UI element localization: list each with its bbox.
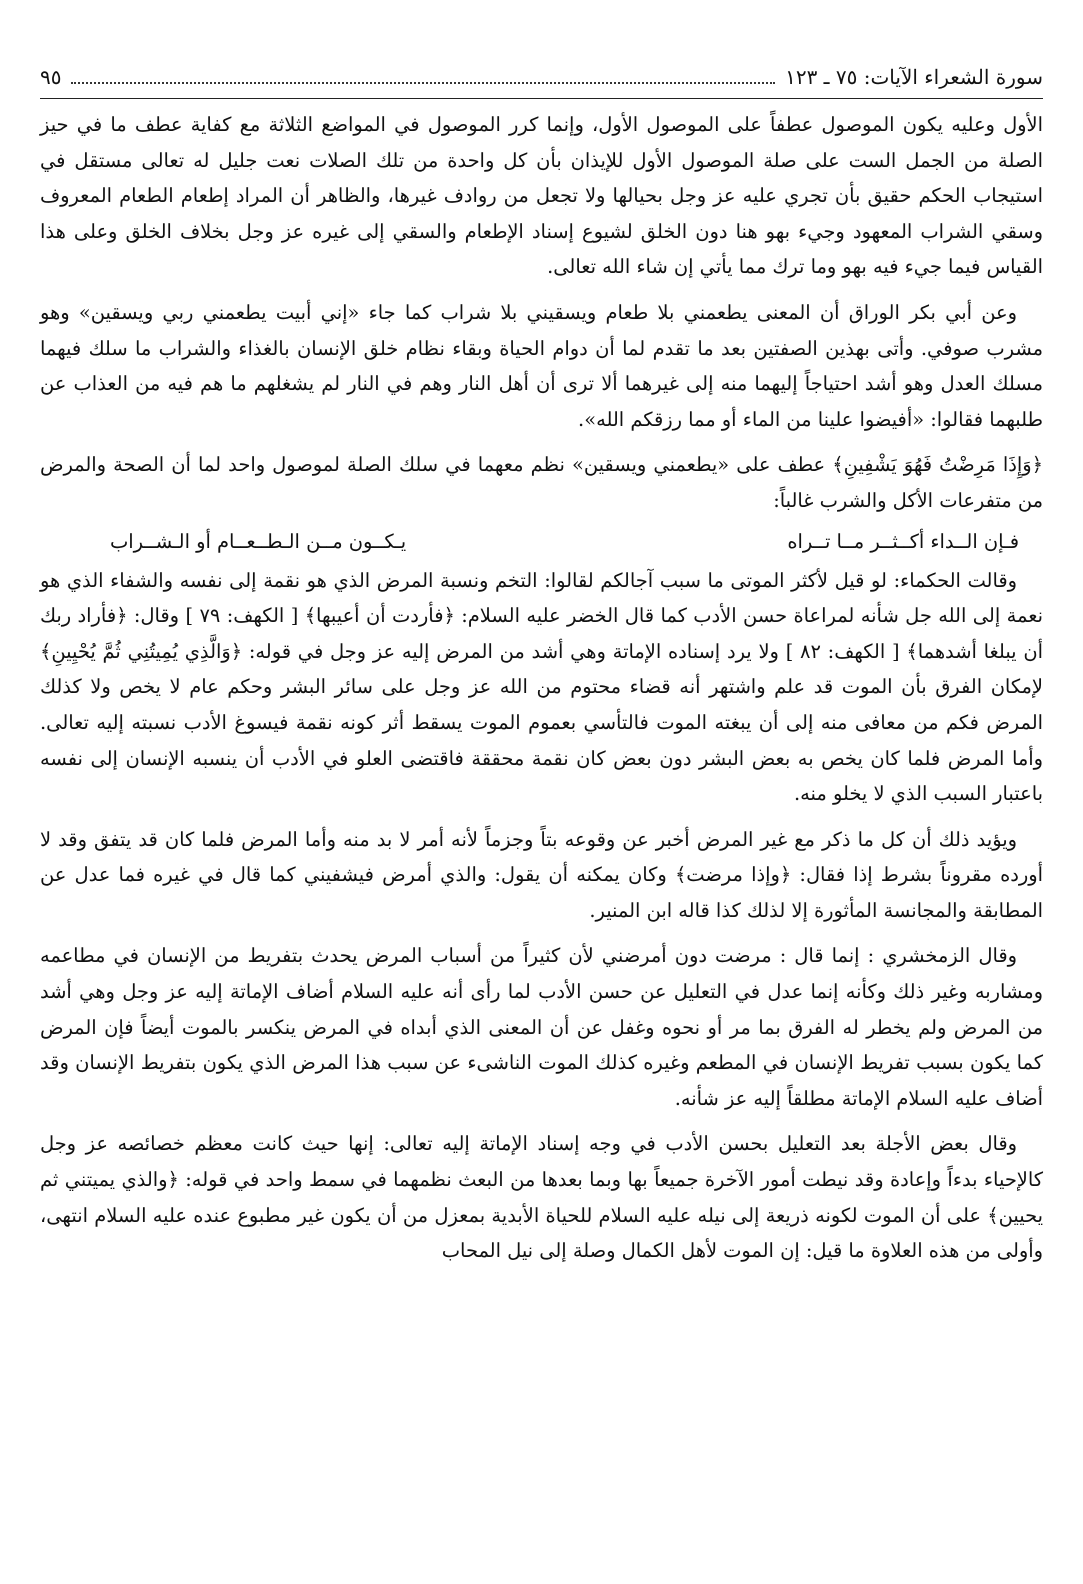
surah-title: سورة الشعراء الآيات: ٧٥ ـ ١٢٣ [785, 65, 1043, 89]
page-number: ٩٥ [40, 65, 62, 89]
paragraph-1: الأول وعليه يكون الموصول عطفاً على الموصول الأول، وإنما كرر الموصول في المواضع الثلاثة مع كفاية عطف ما في حيز الصلة من الجمل الست على صلة الموصول الأول للإيذان بأن كل واحدة من تلك الصلات نعت جليل له تعالى مستقل في استيجاب الحكم حقيق بأن تجري عليه عز وجل بحيالها ولا تجعل من روادف غيرها، والظاهر أن المراد إطعام الطعام المعروف وسقي الشراب المعهود وجيء بهو هنا دون الخلق لشيوع إسناد الإطعام والسقي إلى غيره عز وجل بخلاف الخلق وعلى هذا القياس فيما جيء فيه بهو وما ترك مما يأتي إن شاء الله تعالى. [40, 113, 1043, 279]
paragraph-5: ويؤيد ذلك أن كل ما ذكر مع غير المرض أخبر عن وقوعه بتاً وجزماً لأنه أمر لا بد منه وأما المرض فلما كان قد يتفق وقد لا أورده مقروناً بشرط إذا فقال: ﴿وإذا مرضت﴾ وكان يمكنه أن يقول: والذي أمرض فيشفيني كما قال في غيره فما عدل عن المطابقة والمجانسة المأثورة إلا لذلك كذا قاله ابن المنير. [40, 827, 1043, 922]
verse-second-hemistich: يـكــون مــن الـطــعــام أو الـشــراب [110, 529, 407, 553]
poetry-verse [40, 523, 1043, 561]
paragraph-6: وقال الزمخشري : إنما قال : مرضت دون أمرضني لأن كثيراً من أسباب المرض يحدث بتفريط من الإنسان في مطاعمه ومشاربه وغير ذلك وكأنه إنما عدل في التعليل عن حسن الأدب لما رأى أنه عليه السلام أضاف الإماتة إليه عز وجل وهي أشد من المرض ولم يخطر له الفرق بما مر أو نحوه وغفل عن أن المعنى الذي أبداه في المرض ينكسر بالموت أيضاً فإن المرض كما يكون بسبب تفريط الإنسان في المطعم وغيره كذلك الموت الناشىء عن سبب هذا المرض الذي يكون بتفريط الإنسان وقد أضاف عليه السلام الإماتة مطلقاً إليه عز شأنه. [40, 944, 1043, 1110]
page [40, 62, 1043, 1279]
paragraph-7: وقال بعض الأجلة بعد التعليل بحسن الأدب في وجه إسناد الإماتة إليه تعالى: إنها حيث كانت معظم خصائصه عز وجل كالإحياء بدءاً وإعادة وقد نيطت أمور الآخرة جميعاً بها وبما بعدها من البعث نظمهما في سمط واحد في قوله: ﴿والذي يميتني ثم يحيين﴾ على أن الموت لكونه ذريعة إلى نيله عليه السلام للحياة الأبدية بمعزل من أن يكون غير مطبوع عنده عليه السلام انتهى، وأولى من هذه العلاوة ما قيل: إن الموت لأهل الكمال وصلة إلى نيل المحاب [40, 1132, 1043, 1263]
paragraph-4: وقالت الحكماء: لو قيل لأكثر الموتى ما سبب آجالكم لقالوا: التخم ونسبة المرض الذي هو نقمة إلى نفسه والشفاء الذي هو نعمة إلى الله جل شأنه لمراعاة حسن الأدب كما قال الخضر عليه السلام: ﴿فأردت أن أعيبها﴾ [ الكهف: ٧٩ ] وقال: ﴿فأراد ربك أن يبلغا أشدهما﴾ [ الكهف: ٨٢ ] ولا يرد إسناده الإماتة وهي أشد من المرض إليه عز وجل في قوله: ﴿وَالَّذِي يُمِيتُنِي ثُمَّ يُحْيِينِ﴾ لإمكان الفرق بأن الموت قد علم واشتهر أنه قضاء محتوم من الله عز وجل على سائر البشر وحكم عام لا يخص ولا كذلك المرض فكم من معافى منه إلى أن يبغته الموت فالتأسي بعموم الموت يسقط أثر كونه نقمة فيسوغ الأدب نسبته إليه تعالى. وأما المرض فلما كان يخص به بعض البشر دون بعض كان نقمة محققة فاقتضى العلو في الأدب أن ينسبه الإنسان إلى نفسه باعتبار السبب الذي لا يخلو منه. [40, 568, 1043, 806]
verse-first-hemistich: فـإن الــداء أكــثــر مــا تــراه [787, 529, 1019, 553]
running-header [40, 62, 1043, 99]
paragraph-2: وعن أبي بكر الوراق أن المعنى يطعمني بلا طعام ويسقيني بلا شراب كما جاء «إني أبيت يطعمني ربي ويسقين» وهو مشرب صوفي. وأتى بهذين الصفتين بعد ما تقدم لما أن دوام الحياة وبقاء نظام خلق الإنسان بالغذاء والشراب ما سلك فيهما مسلك العدل وهو أشد احتياجاً إليهما منه إلى غيرهما ألا ترى أن أهل النار وهم في النار لم يشغلهم ما هم فيه من العذاب عن طلبهما فقالوا: «أفيضوا علينا من الماء أو مما رزقكم الله». [40, 300, 1043, 431]
paragraph-3-verse-commentary: ﴿وَإِذَا مَرِضْتُ فَهُوَ يَشْفِينِ﴾ عطف على «يطعمني ويسقين» نظم معهما في سلك الصلة لموصول واحد لما أن الصحة والمرض من متفرعات الأكل والشرب غالباً: [40, 453, 1043, 512]
header-dotted-leader [71, 82, 775, 84]
